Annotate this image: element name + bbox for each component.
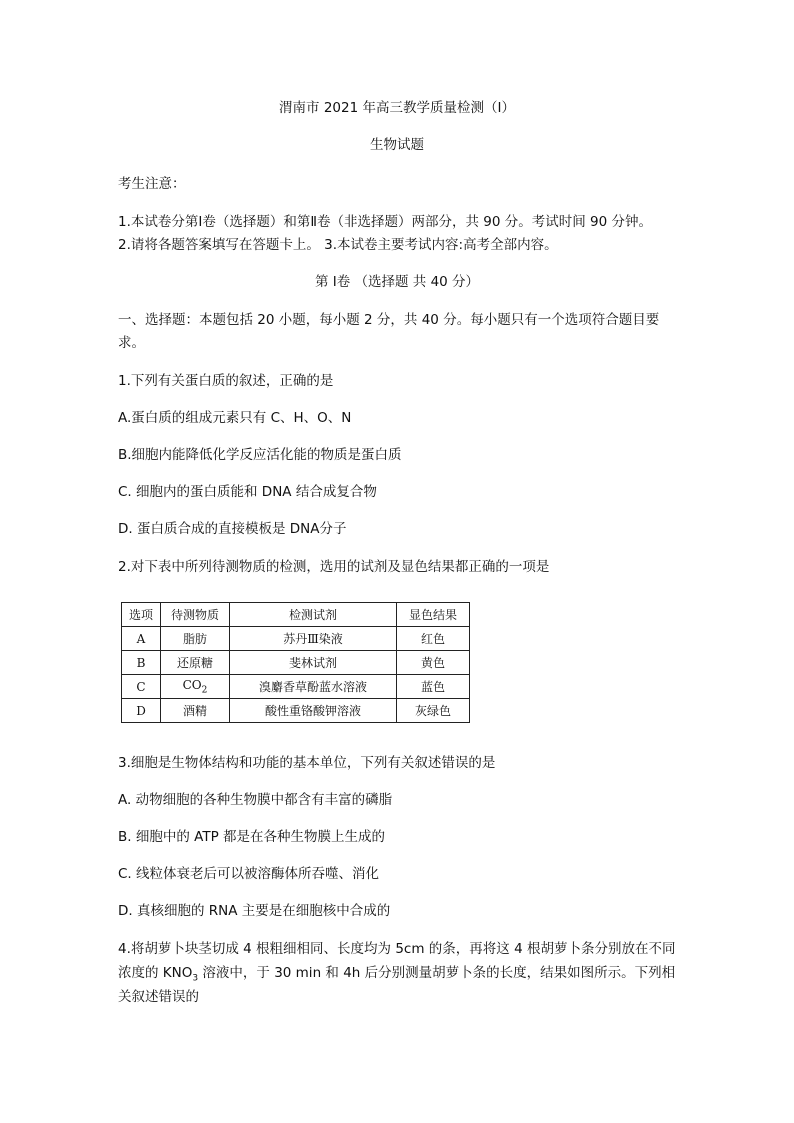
table-row [122,675,470,699]
q4-line-1: 4.将胡萝卜块茎切成 4 根粗细相同、长度均为 5cm 的条，再将这 4 根胡萝卜条分别放在不同 [118,941,676,957]
co2-subscript: 2 [201,685,208,696]
table-header: 选项 [122,603,161,627]
section-instruction-1: 一、选择题：本题包括 20 小题，每小题 2 分，共 40 分。每小题只有一个选项符合题目要 [118,312,660,328]
q2-stem: 2.对下表中所列待测物质的检测，选用的试剂及显色结果都正确的一项是 [118,559,550,575]
table-cell: D [122,699,161,723]
q4-line-3: 关叙述错误的 [118,989,199,1005]
table-header: 待测物质 [161,603,230,627]
q4-line-2 [118,963,675,989]
table-row [122,627,470,651]
exam-title: 渭南市 2021 年高三教学质量检测（Ⅰ） [279,100,515,116]
table-cell: 斐林试剂 [230,651,397,675]
table-header: 检测试剂 [230,603,397,627]
table-cell: 红色 [397,627,470,651]
q1-stem: 1.下列有关蛋白质的叙述，正确的是 [118,373,334,389]
table-cell: 脂肪 [161,627,230,651]
table-cell: 灰绿色 [397,699,470,723]
table-cell: A [122,627,161,651]
table-cell: 还原糖 [161,651,230,675]
table-row [122,699,470,723]
exam-subject: 生物试题 [370,137,424,153]
table-cell: B [122,651,161,675]
q3-option-c: C. 线粒体衰老后可以被溶酶体所吞噬、消化 [118,866,380,882]
q1-option-a: A.蛋白质的组成元素只有 C、H、O、N [118,410,352,426]
co2-text: CO [182,677,202,692]
table-cell: C [122,675,161,699]
section-title: 第 Ⅰ卷 （选择题 共 40 分） [314,274,480,290]
table-cell: 黄色 [397,651,470,675]
q1-option-c: C. 细胞内的蛋白质能和 DNA 结合成复合物 [118,484,377,500]
q3-option-d: D. 真核细胞的 RNA 主要是在细胞核中合成的 [118,903,391,919]
table-cell-co2 [161,675,230,699]
table-header-row [122,603,470,627]
notice-heading: 考生注意： [118,176,186,192]
table-cell: 酸性重铬酸钾溶液 [230,699,397,723]
q1-option-d: D. 蛋白质合成的直接模板是 DNA分子 [118,521,347,537]
table-cell: 酒精 [161,699,230,723]
table-cell: 溴麝香草酚蓝水溶液 [230,675,397,699]
q1-option-b: B.细胞内能降低化学反应活化能的物质是蛋白质 [118,447,402,463]
kno3-subscript: 3 [192,973,199,984]
section-instruction-2: 求。 [118,335,145,351]
table-row [122,651,470,675]
table-cell: 苏丹Ⅲ染液 [230,627,397,651]
q4-line-2-pre: 浓度的 KNO [118,965,193,981]
q3-stem: 3.细胞是生物体结构和功能的基本单位，下列有关叙述错误的是 [118,755,496,771]
reagent-table [121,602,470,723]
q4-line-2-post: 溶液中，于 30 min 和 4h 后分别测量胡萝卜条的长度，结果如图所示。下列相 [198,965,676,981]
notice-line-2: 2.请将各题答案填写在答题卡上。 3.本试卷主要考试内容:高考全部内容。 [118,237,558,253]
table-cell: 蓝色 [397,675,470,699]
q3-option-a: A. 动物细胞的各种生物膜中都含有丰富的磷脂 [118,792,393,808]
q3-option-b: B. 细胞中的 ATP 都是在各种生物膜上生成的 [118,829,386,845]
notice-line-1: 1.本试卷分第Ⅰ卷（选择题）和第Ⅱ卷（非选择题）两部分，共 90 分。考试时间 90 分钟。 [118,214,653,230]
table-header: 显色结果 [397,603,470,627]
